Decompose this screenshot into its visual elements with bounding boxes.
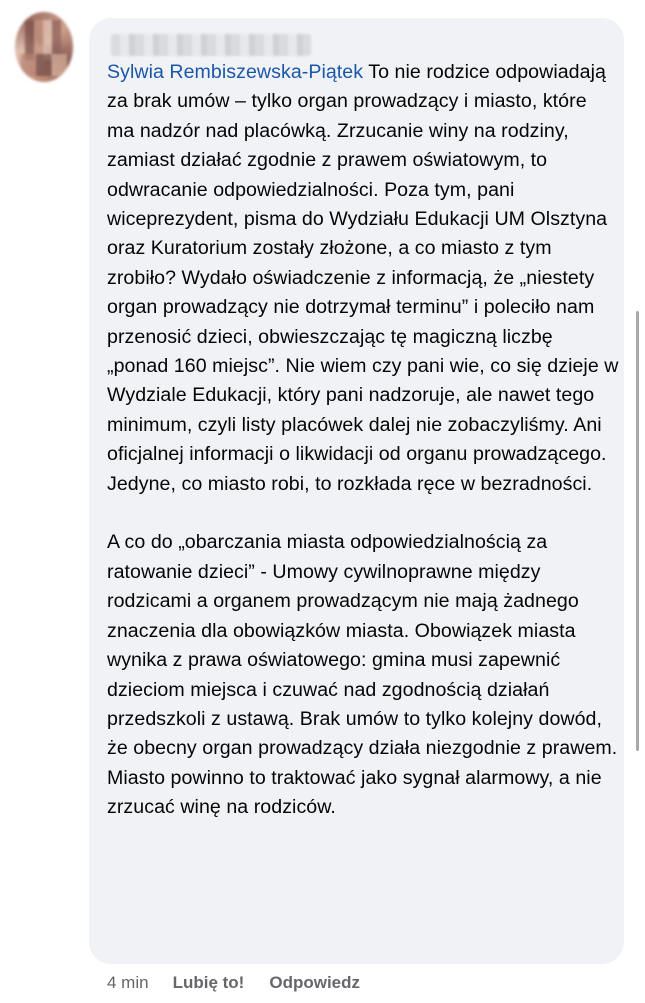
comment-timestamp[interactable]: 4 min: [107, 973, 149, 992]
like-button[interactable]: Lubię to!: [172, 973, 245, 992]
comment-paragraph-2: A co do „obarczania miasta odpowiedzialnością za ratowanie dzieci” - Umowy cywilnoprawne między rodzicami a organem prowadzącym nie mają żadnego znaczenia dla obowiązków miasta. Obowiązek miasta wynika z prawa oświatowego: gmina musi zapewnić dzieciom miejsca i czuwać nad zgodnością działań przedszkoli z ustawą. Brak umów to tylko kolejny dowód, że obecny organ prowadzący działa niezgodnie z prawem. Miasto powinno to traktować jako sygnał alarmowy, a nie zrzucać winę na rodziców.: [107, 531, 618, 819]
comment-paragraph-1: [107, 58, 619, 499]
comment-paragraph-1-text: To nie rodzice odpowiadają za brak umów – tylko organ prowadzący i miasto, które ma nadzór nad placówką. Zrzucanie winy na rodziny, zamiast działać zgodnie z prawem oświatowym, to odwracanie odpowiedzialności. Poza tym, pani wiceprezydent, pisma do Wydziału Edukacji UM Olsztyna oraz Kuratorium zostały złożone, a co miasto z tym zrobiło? Wydało oświadczenie z informacją, że „niestety organ prowadzący nie dotrzymał terminu” i poleciło nam przenosić dzieci, obwieszczając tę magiczną liczbę „ponad 160 miejsc”. Nie wiem czy pani wie, co się dzieje w Wydziale Edukacji, który pani nadzoruje, ale nawet tego minimum, czyli listy placówek dalej nie zobaczyliśmy. Ani oficjalnej informacji o likwidacji od organu prowadzącego. Jedyne, co miasto robi, to rozkłada ręce w bezradności.: [107, 61, 619, 495]
commenter-avatar-blurred[interactable]: [15, 12, 73, 82]
comment-bubble: [89, 18, 624, 964]
comment-body: [107, 58, 619, 823]
commenter-name-redacted[interactable]: [111, 34, 311, 56]
reply-button[interactable]: Odpowiedz: [269, 973, 361, 992]
vertical-scrollbar[interactable]: [636, 311, 639, 751]
comment-actions: [107, 972, 360, 994]
mention-link[interactable]: Sylwia Rembiszewska-Piątek: [107, 61, 364, 83]
